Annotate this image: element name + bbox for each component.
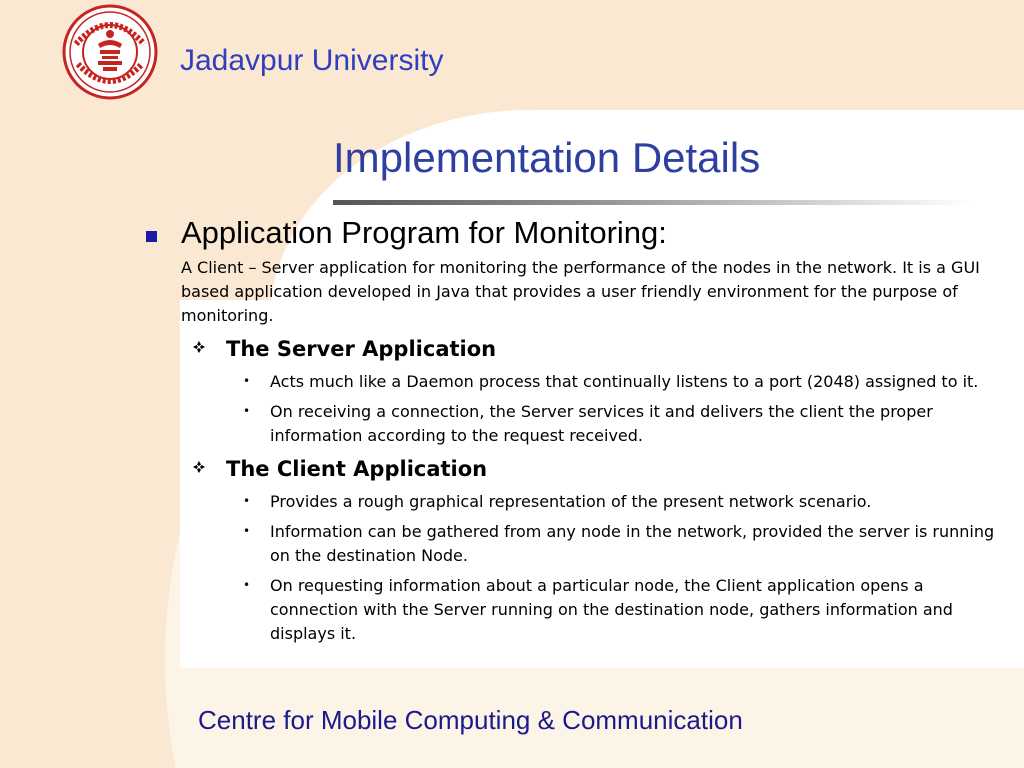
list-item	[140, 400, 1010, 448]
list-item-text: Information can be gathered from any node in the network, provided the server is running on the destination Node.	[270, 522, 995, 565]
footer-text: Centre for Mobile Computing & Communication	[198, 705, 743, 735]
section-server	[140, 334, 1010, 364]
dot-bullet-icon: •	[243, 578, 251, 592]
section-client	[140, 454, 1010, 484]
dot-bullet-icon: •	[243, 524, 251, 538]
application-description: A Client – Server application for monitoring the performance of the nodes in the network. It is a GUI based application developed in Java that provides a user friendly environment for the purpose of monitoring.	[181, 258, 980, 325]
title-divider	[333, 200, 973, 205]
dot-bullet-icon: •	[243, 404, 251, 418]
main-bullet	[140, 213, 1010, 253]
slide-content	[140, 213, 1010, 646]
list-item	[140, 490, 1010, 514]
list-item-text: On receiving a connection, the Server services it and delivers the client the proper information according to the request received.	[270, 402, 933, 445]
list-item	[140, 370, 1010, 394]
list-item	[140, 520, 1010, 568]
university-name: Jadavpur University	[180, 44, 444, 77]
section-title: The Client Application	[226, 457, 488, 481]
slide-title: Implementation Details	[333, 134, 761, 181]
university-seal-icon	[62, 4, 158, 100]
diamond-bullet-icon	[192, 340, 206, 354]
section-title: The Server Application	[226, 337, 497, 361]
main-heading: Application Program for Monitoring:	[181, 215, 667, 250]
square-bullet-icon	[146, 231, 157, 242]
dot-bullet-icon: •	[243, 374, 251, 388]
list-item-text: Acts much like a Daemon process that continually listens to a port (2048) assigned to it.	[270, 372, 979, 391]
dot-bullet-icon: •	[243, 494, 251, 508]
list-item-text: On requesting information about a particular node, the Client application opens a connection with the Server running on the destination node, gathers information and displays it.	[270, 576, 953, 643]
diamond-bullet-icon	[192, 460, 206, 474]
list-item	[140, 574, 1010, 646]
list-item-text: Provides a rough graphical representation of the present network scenario.	[270, 492, 872, 511]
